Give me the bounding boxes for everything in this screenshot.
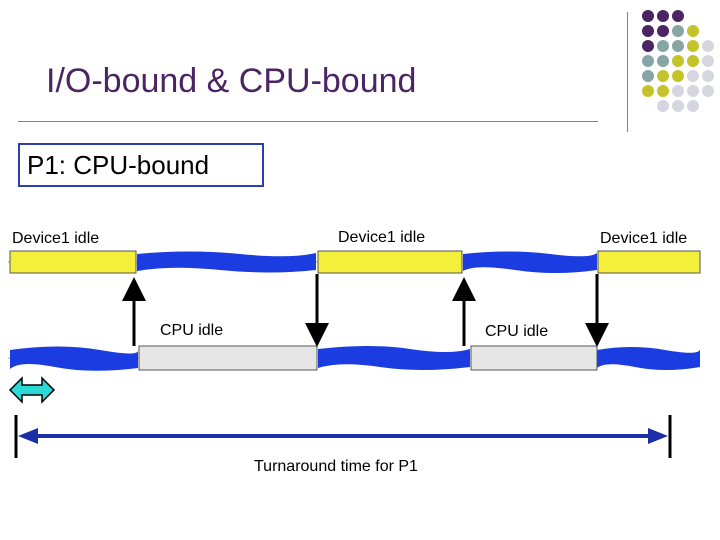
turnaround-arrow-right-head	[648, 428, 668, 444]
device-busy-wave	[463, 252, 597, 274]
slide-title: I/O-bound & CPU-bound	[46, 62, 417, 100]
device-idle-label: Device1 idle	[600, 230, 688, 247]
cpu-idle-label: CPU idle	[160, 322, 224, 339]
cpu-idle-bar	[471, 346, 597, 370]
device-idle-label: Device1 idle	[338, 229, 426, 246]
device-idle-bar	[598, 251, 700, 273]
process-label-box: P1: CPU-bound	[18, 143, 264, 187]
cpu-busy-wave	[10, 347, 138, 371]
cpu-busy-wave	[597, 347, 700, 370]
device-idle-bar	[10, 251, 136, 273]
cpu-idle-bar	[139, 346, 317, 370]
turnaround-label: Turnaround time for P1	[254, 458, 418, 475]
device-busy-wave	[137, 252, 316, 273]
cpu-busy-wave	[318, 346, 470, 370]
cpu-burst-double-arrow	[10, 378, 54, 402]
device-idle-bar	[318, 251, 462, 273]
cpu-idle-label: CPU idle	[485, 323, 549, 340]
device-idle-label: Device1 idle	[12, 230, 100, 247]
turnaround-arrow-left-head	[18, 428, 38, 444]
